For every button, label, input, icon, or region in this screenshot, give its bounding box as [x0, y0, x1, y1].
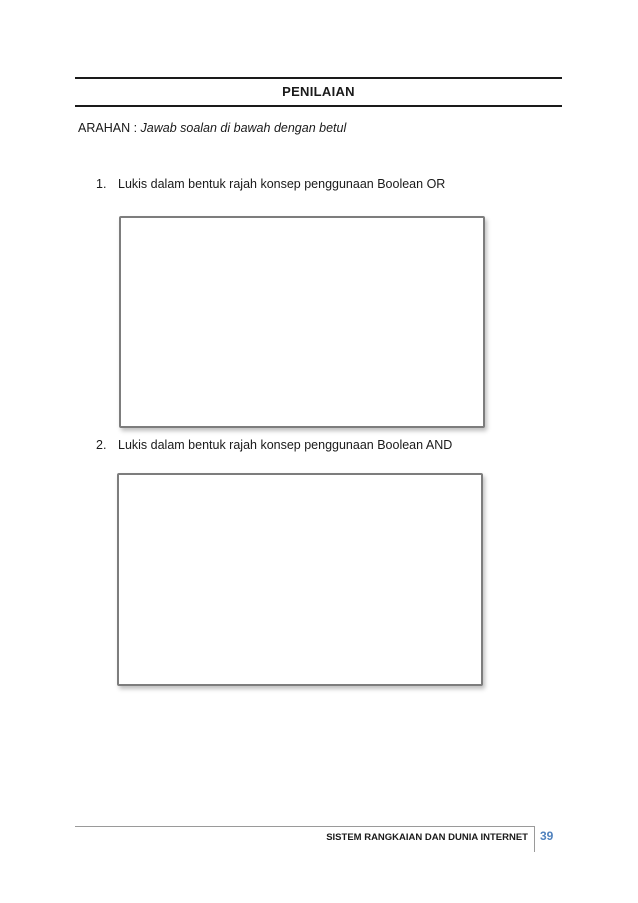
- question-1: [96, 177, 445, 191]
- question-2: [96, 438, 452, 452]
- answer-box-2[interactable]: [117, 473, 483, 686]
- answer-box-1[interactable]: [119, 216, 485, 428]
- page-title: PENILAIAN: [282, 84, 355, 99]
- question-text: Lukis dalam bentuk rajah konsep penggunaan Boolean OR: [118, 177, 446, 191]
- footer-divider: [534, 826, 535, 852]
- question-number: 1.: [96, 177, 107, 191]
- question-text: Lukis dalam bentuk rajah konsep penggunaan Boolean AND: [118, 438, 453, 452]
- instruction-label: ARAHAN :: [78, 121, 141, 135]
- header-bottom-rule: [75, 105, 562, 107]
- instruction-text: Jawab soalan di bawah dengan betul: [140, 121, 347, 135]
- footer-title: SISTEM RANGKAIAN DAN DUNIA INTERNET: [326, 832, 528, 843]
- question-number: 2.: [96, 438, 107, 452]
- footer-rule: [75, 826, 534, 827]
- page-number: 39: [540, 829, 554, 843]
- instruction: [78, 121, 346, 135]
- header-top-rule: [75, 77, 562, 79]
